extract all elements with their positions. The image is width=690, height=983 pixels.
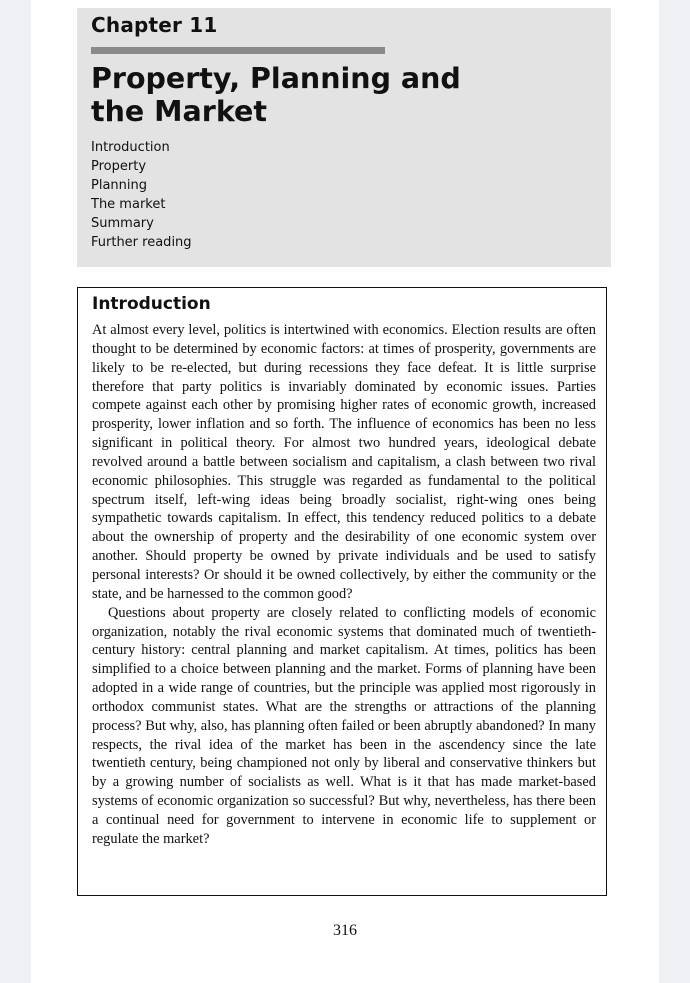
chapter-header-box xyxy=(77,8,611,267)
contents-item: The market xyxy=(91,197,166,212)
book-page xyxy=(31,0,659,983)
body-paragraph: At almost every level, politics is intertwined with economics. Election results are often thought to be determined by economic factors: at times of prosperity, governments are likely to be re-elected, but during recessions they face defeat. It is little surprise therefore that party politics is invariably dominated by economic issues. Parties compete against each other by promising higher rates of economic growth, increased prosperity, lower inflation and so forth. The influence of economics has been no less significant in political theory. For almost two hundred years, ideological debate revolved around a battle between socialism and capitalism, a clash between two rival economic philosophies. This struggle was regarded as fundamental to the political spectrum itself, left-wing ideas being broadly socialist, right-wing ones being sympathetic towards capitalism. In effect, this tendency reduced politics to a debate about the ownership of property and the desirability of one economic system over another. Should property be owned by private individuals and be used to satisfy personal interests? Or should it be owned collectively, by either the community or the state, and be harnessed to the common good? xyxy=(92,322,596,602)
introduction-heading: Introduction xyxy=(92,294,211,314)
body-paragraph: Questions about property are closely related to conflicting models of economic organization, notably the rival economic systems that dominated much of twentieth-century history: central planning and market capitalism. At times, politics has been simplified to a choice between planning and the market. Forms of planning have been adopted in a wide range of countries, but the principle was applied most rigorously in orthodox communist states. What are the strengths or attractions of the planning process? But why, also, has planning often failed or been abruptly abandoned? In many respects, the rival idea of the market has been in the ascendency since the late twentieth century, being championed not only by liberal and conservative thinkers but by a growing number of socialists as well. What is it that has made market-based systems of economic organization so successful? But why, nevertheless, has there been a continual need for government to intervene in economic life to supplement or regulate the market? xyxy=(92,604,596,847)
chapter-title: Property, Planning and the Market xyxy=(91,62,461,128)
chapter-rule xyxy=(91,47,385,54)
contents-item: Property xyxy=(91,159,147,174)
introduction-box xyxy=(77,287,607,896)
contents-item: Planning xyxy=(91,178,147,193)
contents-item: Introduction xyxy=(91,140,170,155)
contents-item: Further reading xyxy=(91,235,192,250)
page-number: 316 xyxy=(333,922,357,939)
chapter-contents-list xyxy=(91,138,192,252)
contents-item: Summary xyxy=(91,216,154,231)
introduction-body xyxy=(92,321,596,849)
chapter-label: Chapter 11 xyxy=(91,13,218,37)
